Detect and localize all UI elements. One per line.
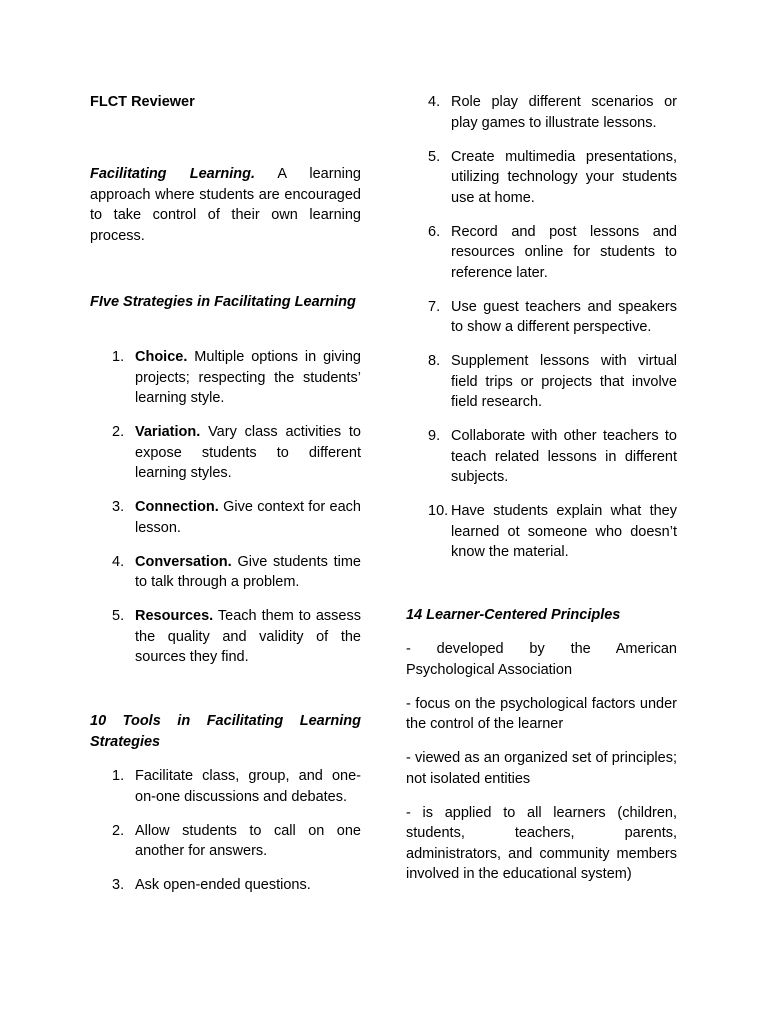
- list-item-text: Collaborate with other teachers to teach related lessons in different subjects.: [451, 428, 677, 485]
- list-item-text: Use guest teachers and speakers to show a different perspective.: [451, 298, 677, 335]
- list-number: 1.: [112, 349, 125, 365]
- list-number: 5.: [428, 148, 441, 165]
- list-item-text: Ask open-ended questions.: [135, 877, 311, 893]
- intro-paragraph: [90, 164, 361, 246]
- ten-tools-list-continued: [406, 92, 677, 576]
- principle-point: - developed by the American Psychological Association: [406, 641, 677, 678]
- list-item-text: Role play different scenarios or play games to illustrate lessons.: [451, 94, 677, 131]
- list-item-text: Supplement lessons with virtual field trips or projects that involve field research.: [451, 353, 677, 410]
- list-number: 9.: [428, 428, 441, 444]
- list-item-text: Multiple options in giving projects; respecting the students’ learning style.: [135, 349, 361, 406]
- list-item: [90, 606, 361, 668]
- list-number: 4.: [428, 94, 441, 110]
- list-number: 4.: [112, 553, 125, 570]
- intro-term: Facilitating Learning.: [90, 166, 255, 182]
- list-number: 3.: [112, 877, 125, 893]
- list-number: 5.: [112, 608, 125, 624]
- ten-tools-list: [90, 766, 361, 909]
- list-number: 8.: [428, 353, 441, 369]
- list-item-lead: Choice.: [135, 349, 188, 365]
- list-item: [90, 497, 361, 538]
- five-strategies-list: [90, 347, 361, 681]
- list-item: [406, 501, 677, 563]
- list-item-lead: Conversation.: [135, 553, 232, 570]
- list-item: [90, 766, 361, 807]
- five-strategies-heading: FIve Strategies in Facilitating Learning: [90, 294, 356, 310]
- list-number: 2.: [112, 424, 125, 440]
- list-item-lead: Connection.: [135, 499, 219, 515]
- ten-tools-heading: 10 Tools in Facilitating Learning Strategies: [90, 713, 361, 750]
- list-item-text: Give students time to talk through a problem.: [135, 553, 361, 590]
- list-item: [90, 347, 361, 409]
- list-item-text: Facilitate class, group, and one-on-one discussions and debates.: [135, 768, 361, 805]
- list-item-text: Give context for each lesson.: [135, 499, 361, 536]
- list-item: [90, 821, 361, 862]
- list-item-text: Allow students to call on one another for answers.: [135, 822, 361, 859]
- list-number: 6.: [428, 223, 441, 240]
- list-item: [406, 297, 677, 338]
- list-item: [406, 426, 677, 488]
- list-item: [406, 351, 677, 413]
- list-item: [90, 422, 361, 484]
- list-item-text: Have students explain what they learned ot someone who doesn’t know the material.: [451, 503, 677, 560]
- list-number: 10.: [428, 503, 449, 519]
- list-number: 7.: [428, 298, 441, 315]
- principle-point: - is applied to all learners (children, students, teachers, parents, administrators, and community members involved in the educational system): [406, 804, 677, 882]
- list-number: 3.: [112, 499, 125, 515]
- list-item: [406, 92, 677, 133]
- list-item: [90, 552, 361, 593]
- list-item-text: Vary class activities to expose students to different learning styles.: [135, 424, 361, 481]
- list-item: [406, 222, 677, 284]
- principles-points: [406, 639, 677, 898]
- list-number: 2.: [112, 822, 125, 839]
- principle-point: - viewed as an organized set of principles; not isolated entities: [406, 750, 677, 787]
- list-item-text: Create multimedia presentations, utilizing technology your students use at home.: [451, 148, 677, 206]
- principle-point: - focus on the psychological factors under the control of the learner: [406, 695, 677, 732]
- list-item-lead: Resources.: [135, 608, 214, 624]
- list-item-text: Record and post lessons and resources online for students to reference later.: [451, 223, 677, 281]
- principles-heading: 14 Learner-Centered Principles: [406, 607, 621, 623]
- list-number: 1.: [112, 768, 125, 784]
- document-title: FLCT Reviewer: [90, 94, 195, 110]
- intro-definition: A learning approach where students are encouraged to take control of their own learning process.: [90, 166, 361, 244]
- list-item-lead: Variation.: [135, 424, 201, 440]
- list-item: [406, 147, 677, 209]
- list-item: [90, 875, 361, 896]
- list-item-text: Teach them to assess the quality and validity of the sources they find.: [135, 608, 361, 665]
